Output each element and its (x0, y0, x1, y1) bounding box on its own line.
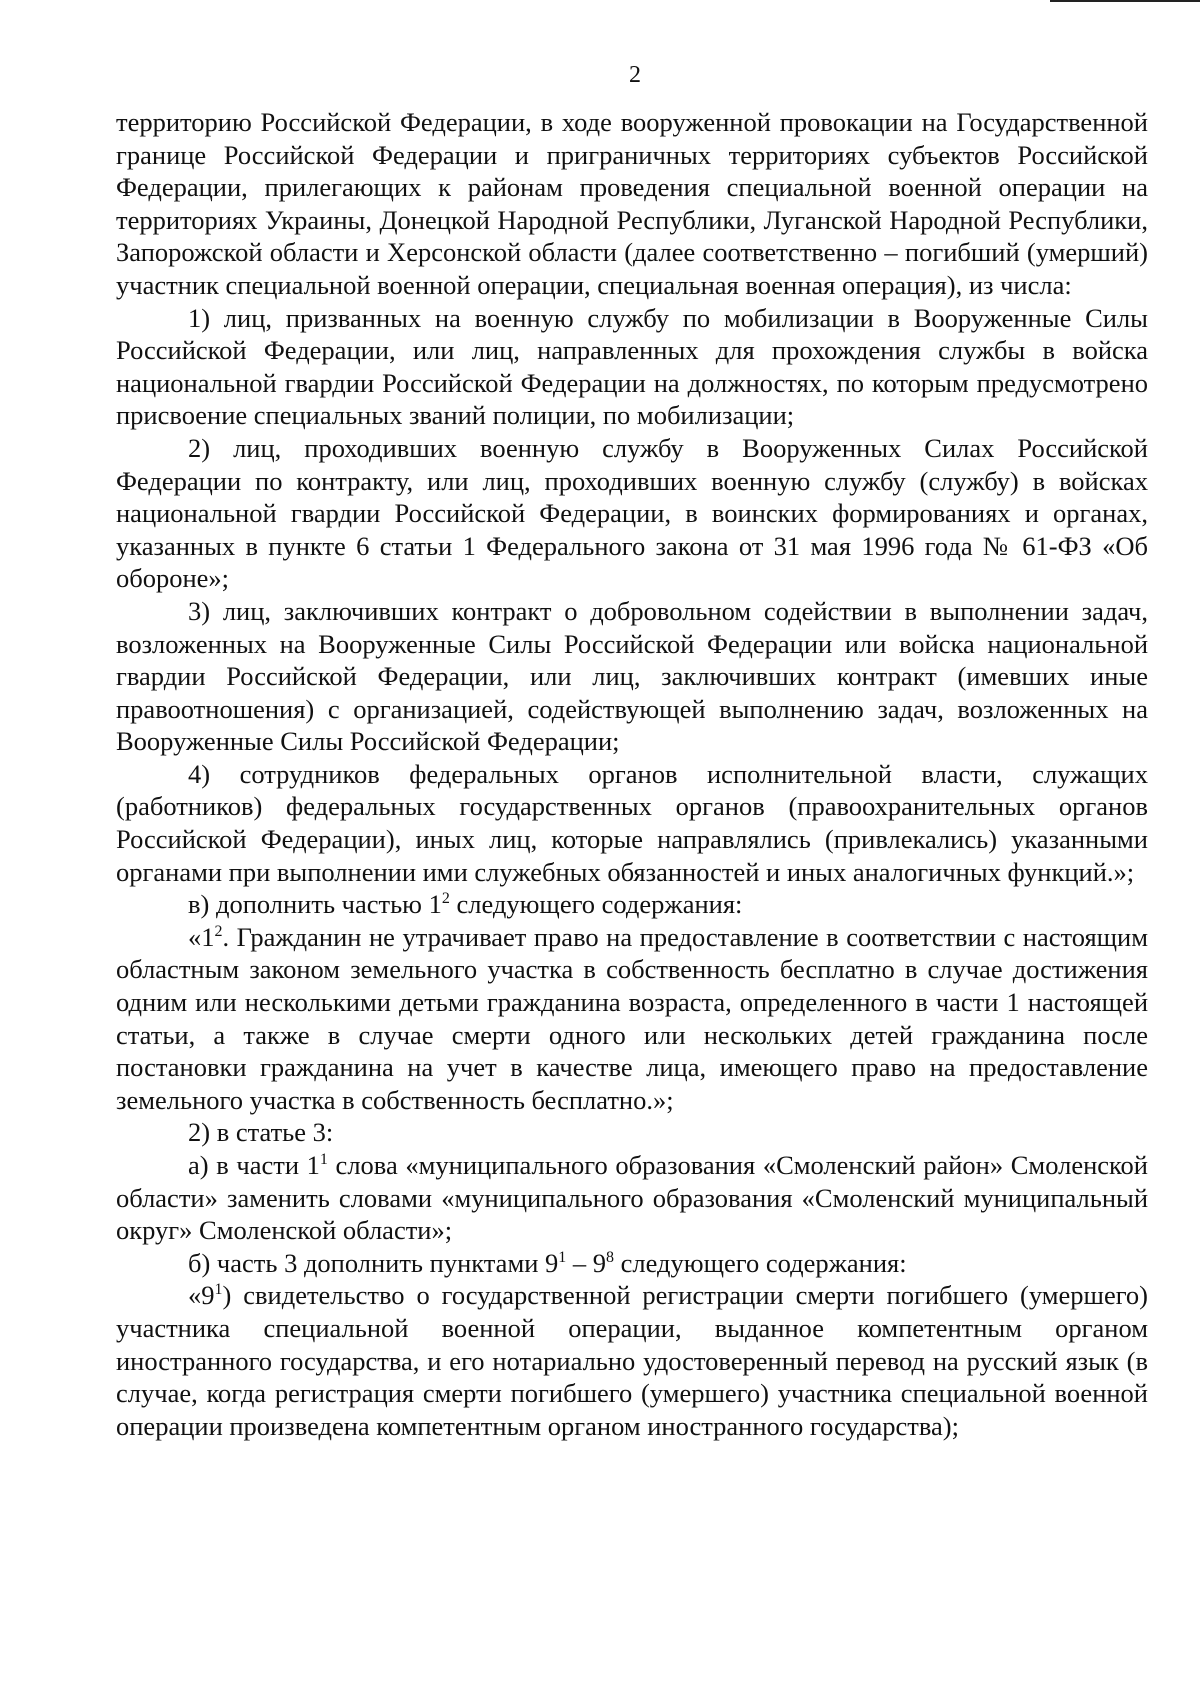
text-run: 2) лиц, проходивших военную службу в Вооруженных Силах Российской Федерации по контракту, или лиц, проходивших военную службу (службу) в войсках национальной гвардии Российской Федерации, в воинских формированиях и органах, указанных в пункте 6 статьи 1 Федерального закона от 31 мая 1996 года № 61-ФЗ «Об обороне»; (116, 432, 1148, 594)
top-edge-line (1050, 0, 1200, 2)
text-run: следующего содержания: (614, 1247, 907, 1278)
text-run: 1) лиц, призванных на военную службу по мобилизации в Вооруженные Силы Российской Федерации, или лиц, направленных для прохождения службы в войска национальной гвардии Российской Федерации на должностях, по которым предусмотрено присвоение специальных званий полиции, по мобилизации; (116, 302, 1148, 431)
text-run: а) в части 1 (188, 1150, 320, 1180)
paragraph (116, 1279, 1148, 1442)
document-body (116, 106, 1148, 1442)
text-run: в) дополнить частью 1 (188, 889, 442, 920)
paragraph (116, 888, 1148, 921)
text-run: «9 (188, 1280, 215, 1311)
paragraph (116, 106, 1148, 302)
text-run: 2) в статье 3: (188, 1117, 334, 1148)
paragraph (116, 595, 1148, 758)
paragraph (116, 921, 1148, 1117)
text-run: 3) лиц, заключивших контракт о добровольном содействии в выполнении задач, возложенных на Вооруженные Силы Российской Федерации или войска национальной гвардии Российской Федерации, или лиц, заключивших контракт (имевших иные правоотношения) с организацией, содействующей выполнению задач, возложенных на Вооруженные Силы Российской Федерации; (116, 595, 1148, 757)
paragraph (116, 758, 1148, 888)
superscript: 2 (214, 922, 223, 940)
text-run: . Гражданин не утрачивает право на предоставление в соответствии с настоящим областным законом земельного участка в собственность бесплатно в случае достижения одним или несколькими детьми гражданина возраста, определенного в части 1 настоящей статьи, а также в случае смерти одного или нескольких детей гражданина после постановки гражданина на учет в качестве лица, имеющего право на предоставление земельного участка в собственность бесплатно.»; (116, 921, 1148, 1115)
superscript: 1 (558, 1248, 567, 1266)
text-run: б) часть 3 дополнить пунктами 9 (188, 1247, 559, 1278)
superscript: 1 (319, 1151, 328, 1168)
text-run: – 9 (566, 1247, 607, 1278)
text-run: «1 (188, 921, 215, 952)
text-run: следующего содержания: (449, 889, 743, 920)
paragraph (116, 1116, 1148, 1149)
paragraph (116, 1247, 1148, 1280)
superscript: 1 (214, 1281, 223, 1299)
superscript: 2 (441, 890, 450, 908)
paragraph (116, 1149, 1148, 1247)
text-run: ) свидетельство о государственной регистрации смерти погибшего (умершего) участника специальной военной операции, выданное компетентным органом иностранного государства, и его нотариально удостоверенный перевод на русский язык (в случае, когда регистрация смерти погибшего (умершего) участника специальной военной операции произведена компетентным органом иностранного государства); (116, 1280, 1148, 1441)
text-run: слова «муниципального образования «Смоленский район» Смоленской области» заменить словами «муниципального образования «Смоленский муниципальный округ» Смоленской области»; (116, 1150, 1148, 1246)
text-run: 4) сотрудников федеральных органов исполнительной власти, служащих (работников) федеральных государственных органов (правоохранительных органов Российской Федерации), иных лиц, которые направлялись (привлекались) указанными органами при выполнении ими служебных обязанностей и иных аналогичных функций.»; (116, 758, 1148, 887)
paragraph (116, 432, 1148, 595)
page-number: 2 (629, 62, 641, 88)
text-run: территорию Российской Федерации, в ходе вооруженной провокации на Государственной границе Российской Федерации и приграничных территориях субъектов Российской Федерации, прилегающих к районам проведения специальной военной операции на территориях Украины, Донецкой Народной Республики, Луганской Народной Республики, Запорожской области и Херсонской области (далее соответственно – погибший (умерший) участник специальной военной операции, специальная военная операция), из числа: (116, 107, 1148, 300)
paragraph (116, 302, 1148, 432)
superscript: 8 (606, 1248, 615, 1266)
